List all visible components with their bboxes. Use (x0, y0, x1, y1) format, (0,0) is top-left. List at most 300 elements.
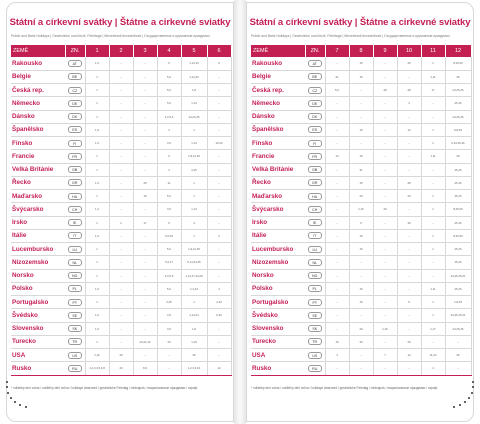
holiday-days-cell: 1 (85, 150, 109, 163)
table-row (11, 243, 231, 256)
holiday-days-cell: 1,2,3,9,10 (181, 362, 207, 375)
holiday-days-cell: – (373, 282, 397, 295)
table-row (251, 243, 471, 256)
country-code-cell (305, 176, 325, 189)
holiday-days-cell: 1,6 (85, 322, 109, 335)
holiday-days-cell: – (349, 362, 373, 375)
country-code-cell (305, 216, 325, 229)
holiday-days-cell: – (373, 137, 397, 150)
country-name: Turecko (11, 335, 65, 348)
holiday-days-cell: 1,6 (85, 229, 109, 242)
table-row (11, 176, 231, 189)
holiday-days-cell: – (133, 243, 157, 256)
holiday-days-cell: – (421, 216, 445, 229)
country-code-badge: SK (68, 325, 82, 332)
holiday-days-cell: – (325, 57, 349, 70)
holiday-days-cell: 1 (181, 123, 207, 136)
holiday-days-cell: 29 (397, 335, 421, 348)
country-code-badge: FI (308, 140, 322, 147)
holiday-days-cell: – (109, 229, 133, 242)
holiday-days-cell: – (109, 309, 133, 322)
country-code-cell (65, 256, 85, 269)
holiday-days-cell: – (133, 97, 157, 110)
holiday-days-cell: – (207, 256, 231, 269)
holiday-days-cell: – (109, 176, 133, 189)
holiday-days-cell: – (397, 243, 421, 256)
holiday-days-cell: 25,26 (445, 216, 471, 229)
holiday-days-cell: 1 (85, 84, 109, 97)
holiday-days-cell: 25,26 (445, 256, 471, 269)
holiday-days-cell: 3,6 (157, 203, 181, 216)
holiday-days-cell: – (325, 296, 349, 309)
table-row (11, 296, 231, 309)
holiday-days-cell: 1 (85, 70, 109, 83)
holiday-days-cell: 21 (325, 70, 349, 83)
holiday-days-cell: – (207, 97, 231, 110)
holiday-days-cell: 3 (397, 97, 421, 110)
holiday-days-cell: – (109, 269, 133, 282)
holiday-days-cell: – (133, 296, 157, 309)
holiday-days-cell: 3,6 (157, 137, 181, 150)
holiday-days-cell: – (373, 176, 397, 189)
holiday-days-cell: – (349, 349, 373, 362)
country-name: Lucembursko (11, 243, 65, 256)
holiday-days-cell: 5,6,27 (157, 256, 181, 269)
table-row (251, 123, 471, 136)
country-code-badge: NO (68, 272, 82, 279)
holiday-days-cell: – (325, 309, 349, 322)
holiday-days-cell: 15 (325, 335, 349, 348)
holiday-days-cell: – (207, 123, 231, 136)
holiday-days-cell: 2 (207, 229, 231, 242)
country-code-cell (65, 349, 85, 362)
holiday-days-cell: – (421, 269, 445, 282)
country-code-cell (305, 110, 325, 123)
country-name: Irsko (251, 216, 305, 229)
country-name: Norsko (11, 269, 65, 282)
holiday-days-cell: – (109, 322, 133, 335)
table-row (11, 190, 231, 203)
country-code-badge: IE (68, 219, 82, 226)
country-code-cell (65, 269, 85, 282)
holiday-days-cell: 5,6 (157, 282, 181, 295)
header-code: ZN. (65, 45, 85, 57)
country-code-cell (65, 243, 85, 256)
country-code-badge: FI (68, 140, 82, 147)
country-name: Rusko (11, 362, 65, 375)
holiday-days-cell: – (373, 229, 397, 242)
country-code-cell (305, 309, 325, 322)
holiday-days-cell: 1 (85, 216, 109, 229)
holiday-days-cell: 3 (157, 163, 181, 176)
holiday-days-cell: – (133, 57, 157, 70)
holiday-days-cell: 17 (133, 216, 157, 229)
holiday-days-cell: – (207, 203, 231, 216)
country-name: Itálie (251, 229, 305, 242)
table-row (251, 70, 471, 83)
country-name: Rakousko (251, 57, 305, 70)
holiday-days-cell: – (373, 150, 397, 163)
table-row (11, 57, 231, 70)
header-month: 11 (421, 45, 445, 57)
holiday-days-cell: – (373, 256, 397, 269)
table-row (11, 84, 231, 97)
holiday-days-cell: 26 (397, 57, 421, 70)
holiday-days-cell: – (373, 335, 397, 348)
holiday-days-cell: 15 (349, 57, 373, 70)
country-name: Maďarsko (251, 190, 305, 203)
country-name: Švýcarsko (11, 203, 65, 216)
table-row (11, 322, 231, 335)
holiday-days-cell: 1 (421, 57, 445, 70)
country-name: Švédsko (251, 309, 305, 322)
holiday-days-cell: 1 (421, 296, 445, 309)
table-row (251, 163, 471, 176)
country-name: Řecko (251, 176, 305, 189)
holiday-days-cell: – (397, 282, 421, 295)
country-name: Norsko (251, 269, 305, 282)
holiday-days-cell: 3 (157, 123, 181, 136)
holiday-days-cell: – (421, 97, 445, 110)
table-row (11, 309, 231, 322)
country-code-badge: LU (68, 246, 82, 253)
holiday-days-cell: 1,19 (181, 335, 207, 348)
table-row (251, 335, 471, 348)
table-row (251, 269, 471, 282)
corner-dots-right (0, 0, 1, 1)
country-name: Španělsko (11, 123, 65, 136)
holiday-days-cell: 1 (421, 229, 445, 242)
country-code-cell (65, 84, 85, 97)
country-code-badge: DK (68, 113, 82, 120)
holiday-days-cell: 1,14,25 (181, 70, 207, 83)
holiday-days-cell: 25 (445, 349, 471, 362)
left-page (6, 2, 234, 422)
country-code-badge: BE (308, 73, 322, 80)
table-row (251, 229, 471, 242)
holiday-days-cell: – (373, 123, 397, 136)
country-code-badge: GR (68, 179, 82, 186)
holiday-days-cell: 1,15 (373, 322, 397, 335)
country-name: Belgie (11, 70, 65, 83)
holiday-days-cell: 1 (421, 137, 445, 150)
holiday-days-cell: 5 (349, 216, 373, 229)
holiday-days-cell: – (207, 150, 231, 163)
country-code-cell (305, 150, 325, 163)
holiday-days-cell: – (207, 70, 231, 83)
holiday-days-cell: – (397, 163, 421, 176)
country-code-badge: IT (68, 232, 82, 239)
holiday-days-cell: 1,11 (421, 70, 445, 83)
holiday-days-cell: – (207, 216, 231, 229)
page-subtitle: Public and Bank Holidays | Gesetzliche und kirchl. Feiertage | Menetrendi bevezetések | Государственные и церковные праздники (251, 34, 450, 38)
country-code-badge: CH (308, 206, 322, 213)
country-code-badge: BE (68, 73, 82, 80)
country-code-badge: PL (308, 285, 322, 292)
holiday-days-cell: – (133, 349, 157, 362)
holiday-days-cell: 4 (181, 216, 207, 229)
country-code-cell (65, 282, 85, 295)
holiday-days-cell: – (109, 282, 133, 295)
country-code-badge: LU (308, 246, 322, 253)
holiday-days-cell: 3,6 (157, 309, 181, 322)
holiday-days-cell: – (109, 243, 133, 256)
country-name: Švýcarsko (251, 203, 305, 216)
country-code-badge: ES (68, 126, 82, 133)
country-name: Polsko (251, 282, 305, 295)
country-code-cell (65, 97, 85, 110)
holiday-days-cell: 2 (109, 216, 133, 229)
header-month: 6 (207, 45, 231, 57)
holiday-days-cell: – (349, 256, 373, 269)
holiday-days-cell: 1 (421, 309, 445, 322)
country-code-cell (305, 362, 325, 375)
holiday-days-cell: – (397, 309, 421, 322)
holiday-days-cell: 24,25,26 (445, 322, 471, 335)
holiday-days-cell: – (373, 70, 397, 83)
holiday-days-cell: – (325, 229, 349, 242)
holiday-days-cell: 6 (157, 150, 181, 163)
country-code-cell (305, 137, 325, 150)
table-row (251, 322, 471, 335)
holiday-days-cell: – (133, 110, 157, 123)
table-row (11, 349, 231, 362)
table-row (251, 309, 471, 322)
table-row (251, 216, 471, 229)
holiday-days-cell: – (349, 97, 373, 110)
country-name: Irsko (11, 216, 65, 229)
table-row (11, 163, 231, 176)
holiday-days-cell: – (349, 84, 373, 97)
country-name: Rakousko (11, 57, 65, 70)
holiday-days-cell: – (109, 137, 133, 150)
holiday-days-cell: 2,3,5,6 (157, 110, 181, 123)
holiday-days-cell: 19,20 (207, 137, 231, 150)
country-code-cell (305, 123, 325, 136)
holiday-days-cell: 8,25,26 (445, 203, 471, 216)
holiday-days-cell: 1 (85, 110, 109, 123)
holiday-days-cell: 25,26 (445, 176, 471, 189)
holiday-days-cell: 5,6,25 (157, 229, 181, 242)
country-code-cell (305, 229, 325, 242)
country-name: Slovensko (11, 322, 65, 335)
holiday-days-cell: 1 (421, 123, 445, 136)
table-row (251, 176, 471, 189)
holiday-days-cell: 17 (421, 84, 445, 97)
page-title: Státní a církevní svátky | Štátne a cirkevné sviatky (9, 17, 231, 28)
header-month: 1 (85, 45, 109, 57)
holiday-days-cell: – (109, 203, 133, 216)
table-row (11, 110, 231, 123)
holiday-days-cell: 1,14 (181, 97, 207, 110)
country-name: Dánsko (11, 110, 65, 123)
holiday-days-cell: 6,20 (207, 309, 231, 322)
holiday-days-cell: 25,26 (445, 97, 471, 110)
country-code-cell (65, 296, 85, 309)
holiday-days-cell: 1,6 (85, 176, 109, 189)
country-code-cell (65, 309, 85, 322)
holiday-days-cell: 28 (373, 84, 397, 97)
holiday-days-cell: 20,21,22 (133, 335, 157, 348)
holidays-table-right (251, 45, 472, 376)
country-code-cell (65, 203, 85, 216)
holiday-days-cell: – (397, 203, 421, 216)
holiday-days-cell: 25,26 (445, 163, 471, 176)
country-name: Portugalsko (251, 296, 305, 309)
holiday-days-cell: – (207, 190, 231, 203)
country-code-badge: IT (308, 232, 322, 239)
country-name: Velká Británie (251, 163, 305, 176)
country-name: USA (251, 349, 305, 362)
country-code-badge: SE (308, 312, 322, 319)
holiday-days-cell: – (397, 269, 421, 282)
holiday-days-cell: 14,24,25 (181, 110, 207, 123)
country-code-cell (65, 137, 85, 150)
holiday-days-cell: – (397, 110, 421, 123)
holiday-days-cell: 20 (349, 190, 373, 203)
holiday-days-cell: 25 (445, 70, 471, 83)
holiday-days-cell: – (325, 137, 349, 150)
table-row (11, 282, 231, 295)
holiday-days-cell: – (325, 243, 349, 256)
holiday-days-cell: 1,8,25 (445, 296, 471, 309)
holiday-days-cell: 24,25,26,31 (445, 309, 471, 322)
holiday-days-cell: 15 (349, 123, 373, 136)
holiday-days-cell: – (325, 203, 349, 216)
holiday-days-cell: 4 (207, 282, 231, 295)
country-name: Finsko (251, 137, 305, 150)
holiday-days-cell: 8,25,26 (445, 229, 471, 242)
country-name: Belgie (251, 70, 305, 83)
holiday-days-cell: 12 (397, 123, 421, 136)
holiday-days-cell: – (325, 163, 349, 176)
country-name: Itálie (11, 229, 65, 242)
holiday-days-cell: – (373, 190, 397, 203)
holiday-days-cell: – (207, 110, 231, 123)
header-month: 5 (181, 45, 207, 57)
holiday-days-cell: – (109, 57, 133, 70)
holiday-days-cell: – (325, 269, 349, 282)
holiday-days-cell: 1,6 (85, 309, 109, 322)
country-name: Maďarsko (11, 190, 65, 203)
country-name: Francie (11, 150, 65, 163)
holiday-days-cell: – (207, 176, 231, 189)
holiday-days-cell: 1,15 (349, 203, 373, 216)
holiday-days-cell: 5,14,24,25 (181, 256, 207, 269)
holiday-days-cell: 3,25 (157, 296, 181, 309)
country-code-badge: RU (68, 365, 82, 372)
table-row (11, 335, 231, 348)
holiday-days-cell: 12 (397, 349, 421, 362)
holiday-days-cell: – (133, 70, 157, 83)
header-month: 3 (133, 45, 157, 57)
holiday-days-cell: 5 (397, 296, 421, 309)
holiday-days-cell: – (207, 335, 231, 348)
holiday-days-cell: – (373, 243, 397, 256)
holiday-days-cell: 20 (373, 203, 397, 216)
country-code-cell (305, 97, 325, 110)
holiday-days-cell: 4 (325, 349, 349, 362)
holiday-days-cell: – (109, 335, 133, 348)
decorative-dot (468, 397, 470, 399)
holiday-days-cell: 1,3,24 (181, 282, 207, 295)
holiday-days-cell: – (373, 97, 397, 110)
country-code-cell (305, 282, 325, 295)
holiday-days-cell: 1,14 (181, 137, 207, 150)
holiday-days-cell: – (325, 322, 349, 335)
holiday-days-cell: – (397, 362, 421, 375)
country-name: Francie (251, 150, 305, 163)
holiday-days-cell: 25,26 (445, 243, 471, 256)
holiday-days-cell: 6,8,25 (445, 123, 471, 136)
country-code-cell (65, 190, 85, 203)
country-name: USA (11, 349, 65, 362)
country-code-badge: ES (308, 126, 322, 133)
holidays-table-left (11, 45, 232, 376)
holiday-days-cell: 1,6 (85, 137, 109, 150)
holiday-days-cell: 25,26 (445, 282, 471, 295)
holiday-days-cell: 5,6 (157, 243, 181, 256)
table-row (11, 362, 231, 375)
holiday-days-cell: – (373, 163, 397, 176)
holiday-days-cell: – (207, 269, 231, 282)
table-row (251, 84, 471, 97)
holiday-days-cell: – (397, 229, 421, 242)
table-row (251, 349, 471, 362)
holiday-days-cell: – (133, 269, 157, 282)
header-month: 4 (157, 45, 181, 57)
holiday-days-cell: 2,3,5,6 (157, 269, 181, 282)
table-row (251, 150, 471, 163)
holiday-days-cell: – (207, 322, 231, 335)
holiday-days-cell: – (109, 190, 133, 203)
holiday-days-cell: 15 (349, 282, 373, 295)
table-row (251, 362, 471, 375)
table-row (251, 282, 471, 295)
country-code-cell (305, 163, 325, 176)
holiday-days-cell: – (325, 256, 349, 269)
holiday-days-cell: 1,2 (85, 203, 109, 216)
table-row (251, 110, 471, 123)
country-code-cell (305, 269, 325, 282)
country-code-cell (305, 84, 325, 97)
holiday-days-cell: 1,2,3,4,5,6,8 (85, 362, 109, 375)
holiday-days-cell: 25 (445, 150, 471, 163)
book-spine (234, 0, 246, 424)
holiday-days-cell: 29 (349, 322, 373, 335)
country-code-cell (305, 190, 325, 203)
country-code-badge: GB (308, 166, 322, 173)
holiday-days-cell: – (325, 176, 349, 189)
holiday-days-cell: 5,6 (157, 84, 181, 97)
holiday-days-cell: 1 (85, 269, 109, 282)
country-name: Německo (11, 97, 65, 110)
holiday-days-cell: – (157, 362, 181, 375)
holiday-days-cell: – (349, 110, 373, 123)
country-code-cell (65, 123, 85, 136)
holiday-days-cell: – (109, 123, 133, 136)
holiday-days-cell: 4,25 (181, 163, 207, 176)
holiday-days-cell: 6 (157, 57, 181, 70)
holiday-days-cell: – (349, 269, 373, 282)
table-row (11, 269, 231, 282)
holiday-days-cell: – (373, 296, 397, 309)
country-name: Nizozemsko (251, 256, 305, 269)
holiday-days-cell: 29 (181, 349, 207, 362)
holiday-days-cell: – (207, 163, 231, 176)
holiday-days-cell: 1,8 (181, 84, 207, 97)
decorative-dot (471, 392, 473, 394)
